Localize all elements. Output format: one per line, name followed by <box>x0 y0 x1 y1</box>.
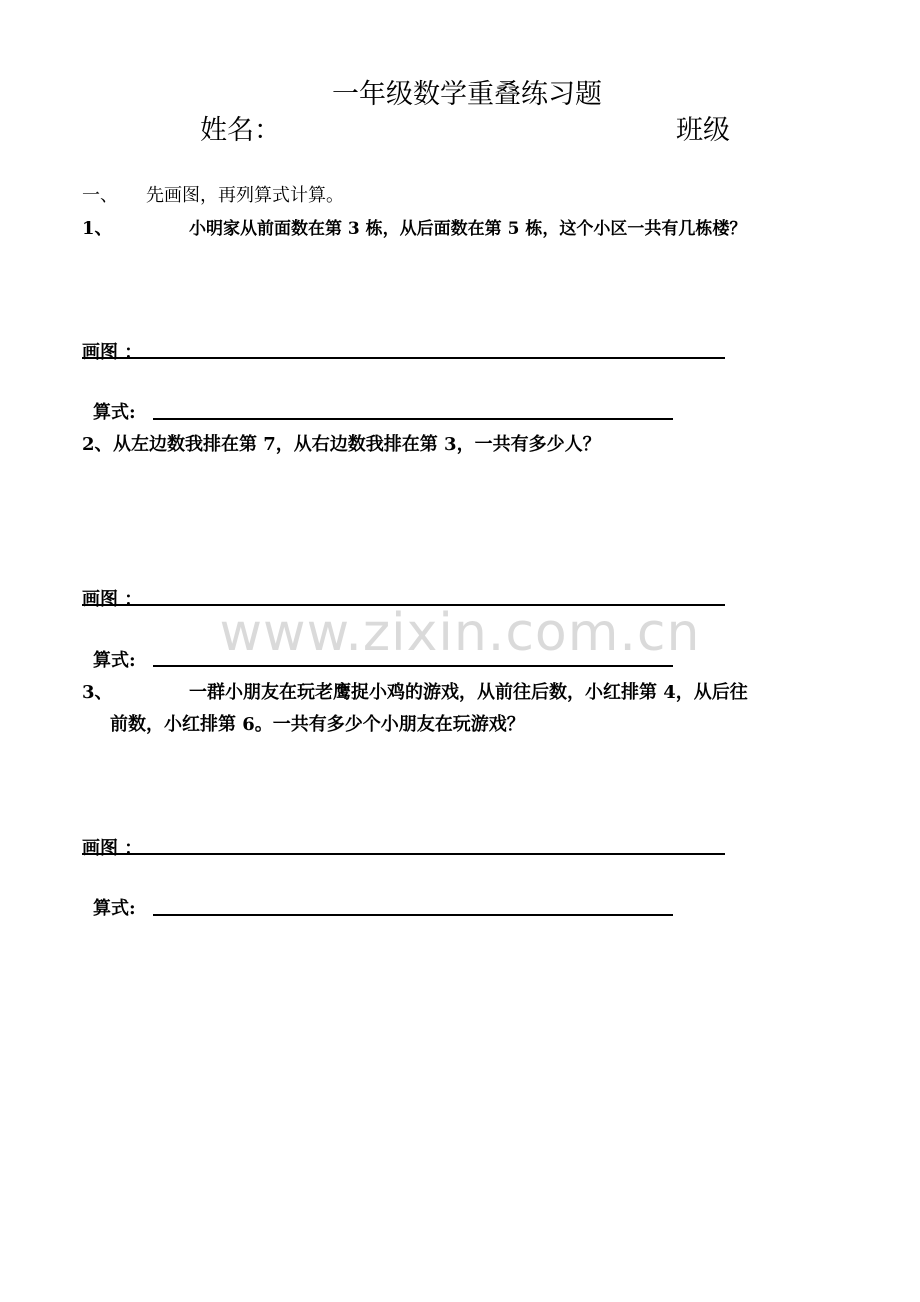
class-label: 班级 <box>676 115 730 146</box>
problem-1-draw-label: 画图 ： <box>82 342 143 363</box>
problem-2-number: 2、 <box>82 434 113 455</box>
section-number: 一、 <box>82 185 118 206</box>
name-label: 姓名： <box>200 115 281 146</box>
problem-3-number: 3、 <box>82 682 113 703</box>
problem-3-text-line2: 前数，小红排第 6。一共有多少个小朋友在玩游戏？ <box>110 714 525 735</box>
problem-1-formula-label: 算式: <box>93 402 136 423</box>
problem-2-formula-line[interactable] <box>153 665 673 667</box>
problem-2-formula-label: 算式: <box>93 650 136 671</box>
problem-1-number: 1、 <box>82 218 113 239</box>
problem-3-draw-label: 画图 ： <box>82 838 143 859</box>
problem-3-formula-label: 算式: <box>93 898 136 919</box>
problem-2-draw-label: 画图 ： <box>82 589 143 610</box>
problem-3-formula-line[interactable] <box>153 914 673 916</box>
problem-1-draw-line[interactable] <box>82 357 725 359</box>
problem-1-text: 小明家从前面数在第 3 栋，从后面数在第 5 栋，这个小区一共有几栋楼？ <box>189 219 747 239</box>
watermark: www.zixin.com.cn <box>219 603 701 663</box>
section-instruction: 先画图，再列算式计算。 <box>146 185 344 206</box>
problem-1-formula-line[interactable] <box>153 418 673 420</box>
page-title: 一年级数学重叠练习题 <box>332 79 602 110</box>
problem-2-text: 从左边数我排在第 7，从右边数我排在第 3，一共有多少人？ <box>113 434 601 455</box>
problem-3-draw-line[interactable] <box>82 853 725 855</box>
problem-3-text-line1: 一群小朋友在玩老鹰捉小鸡的游戏，从前往后数，小红排第 4，从后往 <box>189 682 748 703</box>
